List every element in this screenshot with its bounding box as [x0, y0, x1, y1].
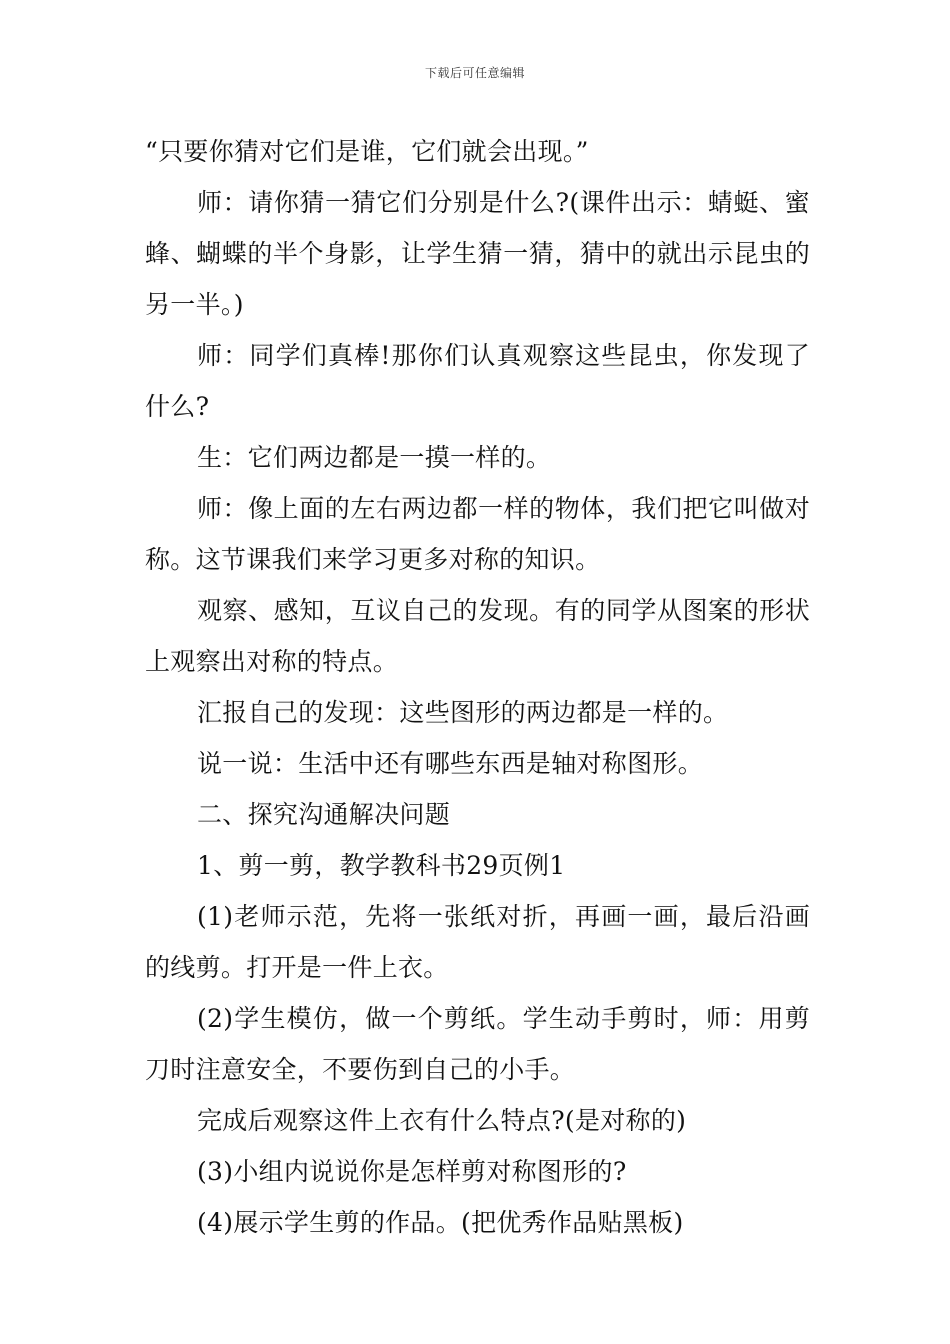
document-body [145, 126, 810, 1248]
discuss-paragraph: 说一说：生活中还有哪些东西是轴对称图形。 [197, 749, 704, 778]
observe-shirt-paragraph: 完成后观察这件上衣有什么特点?(是对称的) [197, 1106, 687, 1135]
student-answer-paragraph: 生：它们两边都是一摸一样的。 [197, 443, 552, 472]
teacher-praise-paragraph: 师：同学们真棒!那你们认真观察这些昆虫，你发现了什么? [145, 341, 810, 421]
page-header-note: 下载后可任意编辑 [424, 66, 525, 80]
teacher-question-paragraph: 师：请你猜一猜它们分别是什么?(课件出示：蜻蜓、蜜蜂、蝴蝶的半个身影，让学生猜一猜，猜中的就出示昆虫的另一半。) [145, 188, 810, 319]
step-3-paragraph: (3)小组内说说你是怎样剪对称图形的? [197, 1157, 627, 1186]
step-4-paragraph: (4)展示学生剪的作品。(把优秀作品贴黑板) [197, 1208, 684, 1237]
activity-heading: 1、剪一剪，教学教科书29页例1 [197, 851, 566, 880]
observe-paragraph: 观察、感知，互议自己的发现。有的同学从图案的形状上观察出对称的特点。 [145, 596, 810, 676]
teacher-symmetry-paragraph: 师：像上面的左右两边都一样的物体，我们把它叫做对称。这节课我们来学习更多对称的知识。 [145, 494, 810, 574]
step-1-paragraph: (1)老师示范，先将一张纸对折，再画一画，最后沿画的线剪。打开是一件上衣。 [145, 902, 810, 982]
report-paragraph: 汇报自己的发现：这些图形的两边都是一样的。 [197, 698, 729, 727]
quote-paragraph: “只要你猜对它们是谁，它们就会出现。” [145, 137, 589, 166]
section-heading: 二、探究沟通解决问题 [197, 800, 451, 829]
step-2-paragraph: (2)学生模仿，做一个剪纸。学生动手剪时，师：用剪刀时注意安全，不要伤到自己的小手。 [145, 1004, 810, 1084]
